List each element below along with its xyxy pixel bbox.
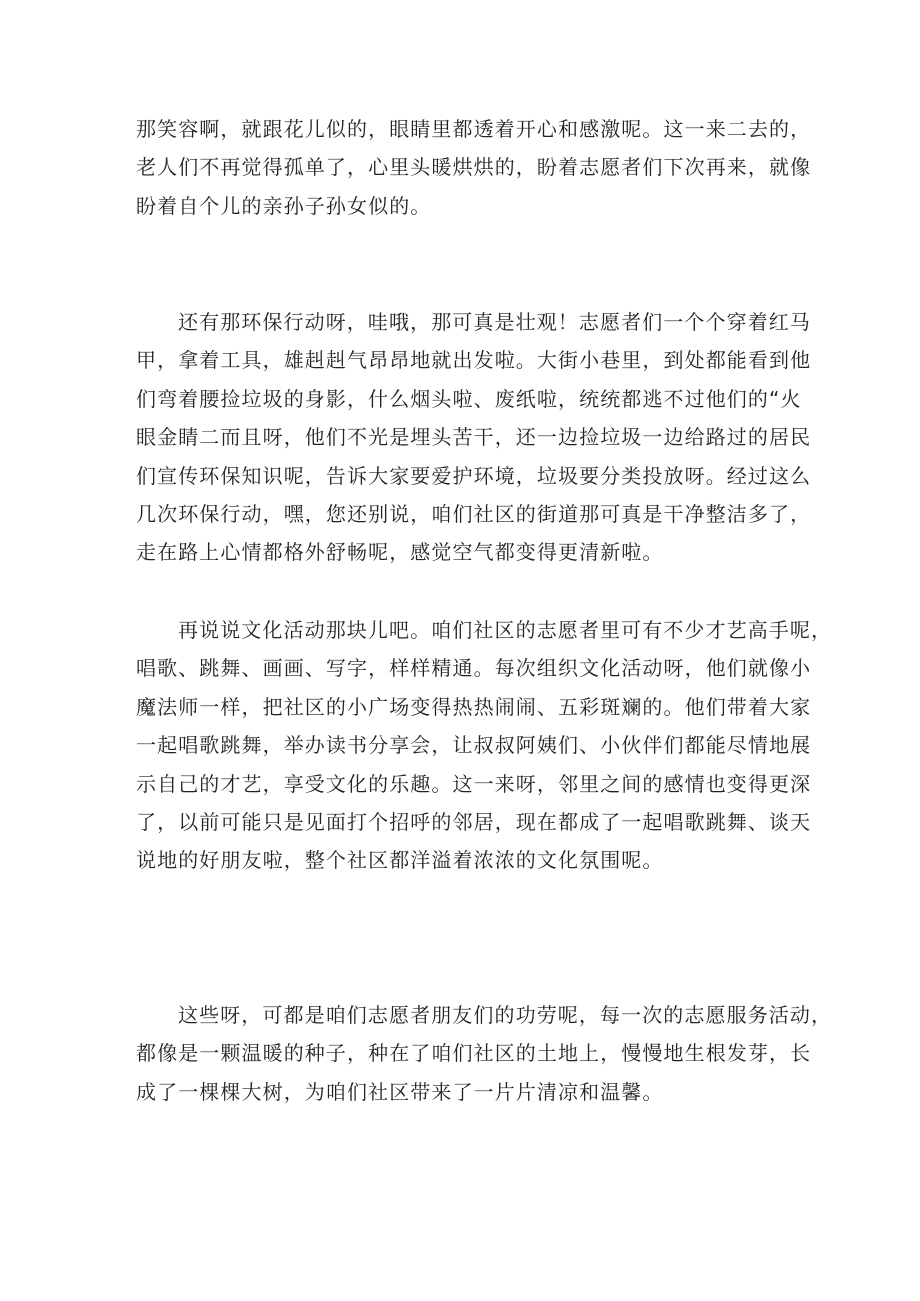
text-line: 一起唱歌跳舞，举办读书分享会，让叔叔阿姨们、小伙伴们都能尽情地展: [136, 733, 812, 758]
text-line: 都像是一颗温暖的种子，种在了咱们社区的土地上，慢慢地生根发芽，长: [136, 1041, 812, 1066]
text-line: 几次环保行动，嘿，您还别说，咱们社区的街道那可真是干净整洁多了，: [136, 501, 812, 526]
text-line: 们宣传环保知识呢，告诉大家要爱护环境，垃圾要分类投放呀。经过这么: [136, 463, 812, 488]
text-line: 甲，拿着工具，雄赳赳气昂昂地就出发啦。大街小巷里，到处都能看到他: [136, 348, 812, 373]
paragraph-cultural-activities: [136, 611, 833, 880]
text-line: 盼着自个儿的亲孙子孙女似的。: [136, 193, 432, 218]
paragraph-elderly-visits: [136, 110, 812, 225]
text-line: 走在路上心情都格外舒畅呢，感觉空气都变得更清新啦。: [136, 540, 664, 565]
text-line: 唱歌、跳舞、画画、写字，样样精通。每次组织文化活动呀，他们就像小: [136, 656, 812, 681]
paragraph-environmental-action: [136, 303, 812, 572]
text-line: 这些呀，可都是咱们志愿者朋友们的功劳呢，每一次的志愿服务活动，: [178, 1003, 833, 1027]
text-line: 魔法师一样，把社区的小广场变得热热闹闹、五彩斑斓的。他们带着大家: [136, 694, 812, 719]
text-line: 还有那环保行动呀，哇哦，那可真是壮观！志愿者们一个个穿着红马: [178, 310, 811, 334]
text-line: 们弯着腰捡垃圾的身影，什么烟头啦、废纸啦，统统都逃不过他们的“火: [136, 386, 802, 411]
text-line: 成了一棵棵大树，为咱们社区带来了一片片清凉和温馨。: [136, 1079, 664, 1104]
text-line: 再说说文化活动那块儿吧。咱们社区的志愿者里可有不少才艺高手呢，: [178, 618, 833, 642]
text-line: 了，以前可能只是见面打个招呼的邻居，现在都成了一起唱歌跳舞、谈天: [136, 809, 812, 834]
text-line: 示自己的才艺，享受文化的乐趣。这一来呀，邻里之间的感情也变得更深: [136, 771, 812, 796]
text-line: 那笑容啊，就跟花儿似的，眼睛里都透着开心和感激呢。这一来二去的，: [136, 117, 812, 141]
text-line: 眼金睛二而且呀，他们不光是埋头苦干，还一边捡垃圾一边给路过的居民: [136, 425, 812, 450]
paragraph-conclusion: [136, 996, 833, 1111]
text-line: 老人们不再觉得孤单了，心里头暖烘烘的，盼着志愿者们下次再来，就像: [136, 155, 812, 180]
text-line: 说地的好朋友啦，整个社区都洋溢着浓浓的文化氛围呢。: [136, 848, 664, 873]
